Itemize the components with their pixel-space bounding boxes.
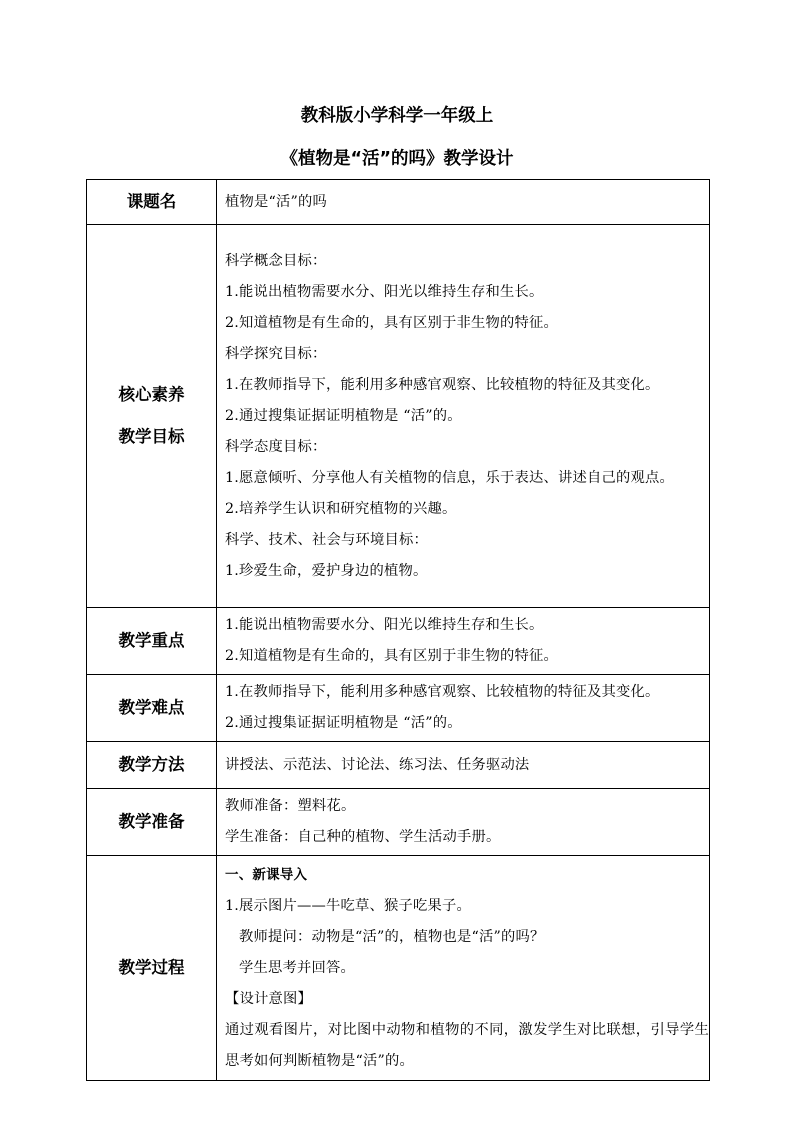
difficulties-label-cell	[87, 675, 217, 742]
process-content-cell	[217, 856, 710, 1081]
design-intent-text: 通过观看图片，对比图中动物和植物的不同，激发学生对比联想，引导学生思考如何判断植物是“活”的。	[225, 1021, 709, 1069]
preparation-line: 学生准备：自己种的植物、学生活动手册。	[225, 829, 501, 845]
goals-label-line1: 核心素养	[118, 385, 185, 404]
difficulties-label: 教学难点	[118, 698, 185, 717]
process-label-cell	[87, 856, 217, 1081]
key-points-label: 教学重点	[118, 631, 185, 650]
goals-line: 1.在教师指导下，能利用多种感官观察、比较植物的特征及其变化。	[225, 376, 660, 393]
goals-line: 科学、技术、社会与环境目标：	[225, 531, 428, 548]
difficulties-line: 1.在教师指导下，能利用多种感官观察、比较植物的特征及其变化。	[225, 684, 660, 700]
key-points-line: 2.知道植物是有生命的，具有区别于非生物的特征。	[225, 648, 558, 664]
key-points-content-cell	[217, 608, 710, 675]
topic-value: 植物是“活”的吗	[225, 193, 327, 210]
difficulties-line: 2.通过搜集证据证明植物是 “活”的。	[225, 715, 462, 731]
table-row-difficulties	[87, 675, 710, 742]
topic-label-cell	[87, 180, 217, 225]
methods-value: 讲授法、示范法、讨论法、练习法、任务驱动法	[225, 756, 530, 773]
lesson-plan-table	[86, 179, 710, 1081]
table-row-goals	[87, 225, 710, 608]
goals-line: 2.通过搜集证据证明植物是 “活”的。	[225, 407, 462, 424]
goals-label-cell	[87, 225, 217, 608]
table-row-process	[87, 856, 710, 1081]
preparation-label-cell	[87, 789, 217, 856]
methods-content-cell	[217, 742, 710, 789]
document-title: 教科版小学科学一年级上	[300, 106, 494, 126]
process-section-heading: 一、新课导入	[225, 866, 308, 883]
goals-label-line2: 教学目标	[118, 427, 185, 446]
student-response: 学生思考并回答。	[239, 959, 355, 976]
goals-content-cell	[217, 225, 710, 608]
goals-line: 科学探究目标：	[225, 345, 327, 362]
preparation-line: 教师准备：塑料花。	[225, 798, 356, 814]
table-row-key-points	[87, 608, 710, 675]
preparation-content-cell	[217, 789, 710, 856]
process-step: 1.展示图片——牛吃草、猴子吃果子。	[225, 897, 471, 914]
topic-label: 课题名	[126, 192, 177, 211]
topic-value-cell	[217, 180, 710, 225]
key-points-label-cell	[87, 608, 217, 675]
design-intent-label: 【设计意图】	[225, 990, 312, 1007]
difficulties-content-cell	[217, 675, 710, 742]
preparation-label: 教学准备	[118, 812, 185, 831]
table-row-topic	[87, 180, 710, 225]
table-row-preparation	[87, 789, 710, 856]
goals-line: 1.珍爱生命，爱护身边的植物。	[225, 562, 428, 579]
process-label: 教学过程	[118, 958, 185, 977]
methods-label-cell	[87, 742, 217, 789]
teacher-question: 教师提问：动物是“活”的，植物也是“活”的吗？	[239, 928, 545, 945]
key-points-line: 1.能说出植物需要水分、阳光以维持生存和生长。	[225, 617, 544, 633]
goals-line: 科学态度目标：	[225, 438, 327, 455]
methods-label: 教学方法	[118, 755, 185, 774]
table-row-methods	[87, 742, 710, 789]
goals-line: 科学概念目标：	[225, 252, 327, 269]
goals-line: 1.愿意倾听、分享他人有关植物的信息，乐于表达、讲述自己的观点。	[225, 469, 674, 486]
document-subtitle: 《植物是“活”的吗》教学设计	[280, 149, 514, 169]
goals-line: 2.知道植物是有生命的，具有区别于非生物的特征。	[225, 314, 558, 331]
goals-line: 1.能说出植物需要水分、阳光以维持生存和生长。	[225, 283, 544, 300]
goals-line: 2.培养学生认识和研究植物的兴趣。	[225, 500, 457, 517]
